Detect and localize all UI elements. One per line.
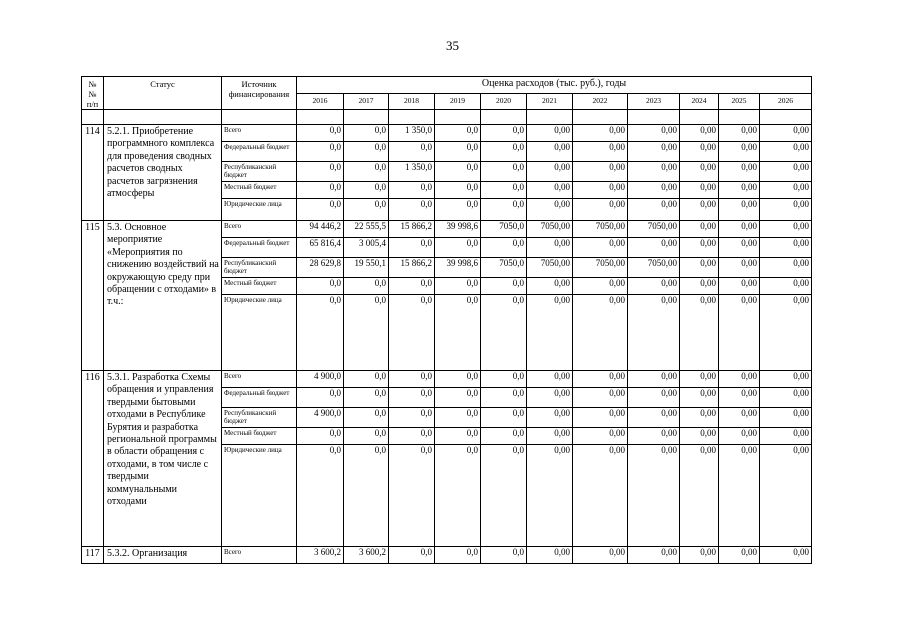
value-cell-2026: 0,00 <box>760 428 812 445</box>
value-cell-2016: 0,0 <box>297 295 344 371</box>
funding-source: Всего <box>222 547 297 564</box>
funding-source: Всего <box>222 125 297 142</box>
year-header-2018: 2018 <box>389 94 435 110</box>
value-cell-2024: 0,00 <box>680 258 719 278</box>
value-cell-2026: 0,00 <box>760 371 812 388</box>
year-header-2016: 2016 <box>297 94 344 110</box>
blank-cell <box>628 110 680 125</box>
value-cell-2023: 0,00 <box>628 182 680 199</box>
value-cell-2019: 0,0 <box>435 278 481 295</box>
value-cell-2021: 0,00 <box>527 162 573 182</box>
blank-cell <box>527 110 573 125</box>
value-cell-2021: 0,00 <box>527 278 573 295</box>
value-cell-2026: 0,00 <box>760 547 812 564</box>
page-number: 35 <box>446 38 459 53</box>
header-estimate: Оценка расходов (тыс. руб.), годы <box>297 77 812 94</box>
value-cell-2023: 0,00 <box>628 278 680 295</box>
year-header-2023: 2023 <box>628 94 680 110</box>
value-cell-2021: 0,00 <box>527 428 573 445</box>
value-cell-2023: 0,00 <box>628 445 680 547</box>
funding-source: Федеральный бюджет <box>222 238 297 258</box>
header-num: № № п/п <box>82 77 104 110</box>
value-cell-2026: 0,00 <box>760 388 812 408</box>
value-cell-2021: 0,00 <box>527 125 573 142</box>
value-cell-2022: 0,00 <box>573 278 628 295</box>
value-cell-2016: 4 900,0 <box>297 408 344 428</box>
value-cell-2025: 0,00 <box>719 547 760 564</box>
value-cell-2021: 0,00 <box>527 445 573 547</box>
value-cell-2019: 0,0 <box>435 445 481 547</box>
value-cell-2020: 0,0 <box>481 162 527 182</box>
value-cell-2016: 0,0 <box>297 199 344 221</box>
value-cell-2017: 0,0 <box>344 445 389 547</box>
value-cell-2023: 0,00 <box>628 547 680 564</box>
value-cell-2021: 0,00 <box>527 295 573 371</box>
value-cell-2024: 0,00 <box>680 278 719 295</box>
value-cell-2020: 0,0 <box>481 445 527 547</box>
value-cell-2019: 0,0 <box>435 199 481 221</box>
value-cell-2026: 0,00 <box>760 278 812 295</box>
value-cell-2026: 0,00 <box>760 125 812 142</box>
value-cell-2026: 0,00 <box>760 162 812 182</box>
year-header-2019: 2019 <box>435 94 481 110</box>
year-header-2026: 2026 <box>760 94 812 110</box>
value-cell-2024: 0,00 <box>680 199 719 221</box>
value-cell-2023: 0,00 <box>628 238 680 258</box>
value-cell-2023: 0,00 <box>628 142 680 162</box>
row-status: 5.3. Основное мероприятие «Мероприятия по снижению воздействий на окружающую среду при обращении с отходами» в т.ч.: <box>104 221 222 371</box>
value-cell-2026: 0,00 <box>760 445 812 547</box>
value-cell-2017: 0,0 <box>344 388 389 408</box>
value-cell-2016: 0,0 <box>297 125 344 142</box>
value-cell-2018: 1 350,0 <box>389 162 435 182</box>
value-cell-2016: 0,0 <box>297 162 344 182</box>
funding-source: Местный бюджет <box>222 278 297 295</box>
row-status: 5.3.2. Организация <box>104 547 222 564</box>
value-cell-2020: 0,0 <box>481 125 527 142</box>
value-cell-2023: 7050,00 <box>628 258 680 278</box>
value-cell-2016: 94 446,2 <box>297 221 344 238</box>
value-cell-2019: 0,0 <box>435 547 481 564</box>
value-cell-2016: 65 816,4 <box>297 238 344 258</box>
value-cell-2024: 0,00 <box>680 445 719 547</box>
value-cell-2025: 0,00 <box>719 142 760 162</box>
value-cell-2023: 0,00 <box>628 125 680 142</box>
value-cell-2025: 0,00 <box>719 371 760 388</box>
value-cell-2019: 39 998,6 <box>435 221 481 238</box>
value-cell-2017: 0,0 <box>344 371 389 388</box>
value-cell-2025: 0,00 <box>719 295 760 371</box>
value-cell-2022: 0,00 <box>573 445 628 547</box>
value-cell-2017: 0,0 <box>344 295 389 371</box>
value-cell-2022: 0,00 <box>573 125 628 142</box>
table-row <box>82 371 812 388</box>
value-cell-2025: 0,00 <box>719 278 760 295</box>
value-cell-2018: 0,0 <box>389 547 435 564</box>
value-cell-2020: 7050,0 <box>481 221 527 238</box>
value-cell-2019: 0,0 <box>435 162 481 182</box>
value-cell-2024: 0,00 <box>680 238 719 258</box>
value-cell-2022: 0,00 <box>573 162 628 182</box>
value-cell-2024: 0,00 <box>680 295 719 371</box>
value-cell-2016: 28 629,8 <box>297 258 344 278</box>
value-cell-2018: 1 350,0 <box>389 125 435 142</box>
value-cell-2018: 15 866,2 <box>389 221 435 238</box>
funding-source: Юридические лица <box>222 199 297 221</box>
value-cell-2016: 0,0 <box>297 278 344 295</box>
value-cell-2017: 19 550,1 <box>344 258 389 278</box>
value-cell-2021: 7050,00 <box>527 221 573 238</box>
value-cell-2021: 7050,00 <box>527 258 573 278</box>
value-cell-2026: 0,00 <box>760 221 812 238</box>
value-cell-2022: 0,00 <box>573 142 628 162</box>
value-cell-2023: 0,00 <box>628 428 680 445</box>
value-cell-2022: 0,00 <box>573 199 628 221</box>
value-cell-2019: 0,0 <box>435 388 481 408</box>
value-cell-2018: 0,0 <box>389 428 435 445</box>
blank-cell <box>481 110 527 125</box>
value-cell-2023: 0,00 <box>628 162 680 182</box>
value-cell-2019: 39 998,6 <box>435 258 481 278</box>
value-cell-2026: 0,00 <box>760 238 812 258</box>
year-header-2024: 2024 <box>680 94 719 110</box>
blank-cell <box>389 110 435 125</box>
value-cell-2025: 0,00 <box>719 238 760 258</box>
value-cell-2018: 0,0 <box>389 295 435 371</box>
value-cell-2024: 0,00 <box>680 125 719 142</box>
year-header-2025: 2025 <box>719 94 760 110</box>
blank-cell <box>344 110 389 125</box>
value-cell-2019: 0,0 <box>435 182 481 199</box>
value-cell-2026: 0,00 <box>760 295 812 371</box>
header-status: Статус <box>104 77 222 110</box>
value-cell-2017: 0,0 <box>344 199 389 221</box>
value-cell-2025: 0,00 <box>719 445 760 547</box>
value-cell-2019: 0,0 <box>435 295 481 371</box>
value-cell-2018: 0,0 <box>389 199 435 221</box>
value-cell-2022: 0,00 <box>573 428 628 445</box>
value-cell-2017: 22 555,5 <box>344 221 389 238</box>
blank-cell <box>719 110 760 125</box>
value-cell-2024: 0,00 <box>680 428 719 445</box>
value-cell-2025: 0,00 <box>719 162 760 182</box>
value-cell-2022: 0,00 <box>573 388 628 408</box>
value-cell-2018: 0,0 <box>389 142 435 162</box>
value-cell-2022: 0,00 <box>573 408 628 428</box>
value-cell-2020: 7050,0 <box>481 258 527 278</box>
value-cell-2026: 0,00 <box>760 258 812 278</box>
value-cell-2022: 7050,00 <box>573 221 628 238</box>
value-cell-2020: 0,0 <box>481 547 527 564</box>
value-cell-2020: 0,0 <box>481 278 527 295</box>
value-cell-2024: 0,00 <box>680 162 719 182</box>
value-cell-2020: 0,0 <box>481 408 527 428</box>
blank-cell <box>104 110 222 125</box>
value-cell-2025: 0,00 <box>719 408 760 428</box>
value-cell-2024: 0,00 <box>680 182 719 199</box>
value-cell-2024: 0,00 <box>680 371 719 388</box>
funding-source: Всего <box>222 371 297 388</box>
row-number: 115 <box>82 221 104 371</box>
header-source: Источник финансирования <box>222 77 297 110</box>
value-cell-2017: 0,0 <box>344 182 389 199</box>
blank-cell <box>222 110 297 125</box>
value-cell-2022: 7050,00 <box>573 258 628 278</box>
value-cell-2025: 0,00 <box>719 388 760 408</box>
value-cell-2026: 0,00 <box>760 199 812 221</box>
value-cell-2023: 0,00 <box>628 371 680 388</box>
row-number: 117 <box>82 547 104 564</box>
table-row <box>82 547 812 564</box>
value-cell-2023: 0,00 <box>628 199 680 221</box>
table-row <box>82 221 812 238</box>
value-cell-2021: 0,00 <box>527 547 573 564</box>
row-number: 114 <box>82 125 104 221</box>
value-cell-2020: 0,0 <box>481 388 527 408</box>
value-cell-2020: 0,0 <box>481 295 527 371</box>
value-cell-2024: 0,00 <box>680 388 719 408</box>
value-cell-2018: 0,0 <box>389 388 435 408</box>
value-cell-2025: 0,00 <box>719 258 760 278</box>
blank-cell <box>680 110 719 125</box>
year-header-2017: 2017 <box>344 94 389 110</box>
value-cell-2025: 0,00 <box>719 125 760 142</box>
value-cell-2020: 0,0 <box>481 371 527 388</box>
value-cell-2016: 0,0 <box>297 182 344 199</box>
value-cell-2024: 0,00 <box>680 142 719 162</box>
value-cell-2018: 0,0 <box>389 278 435 295</box>
value-cell-2020: 0,0 <box>481 428 527 445</box>
value-cell-2019: 0,0 <box>435 142 481 162</box>
value-cell-2016: 4 900,0 <box>297 371 344 388</box>
value-cell-2026: 0,00 <box>760 182 812 199</box>
value-cell-2023: 0,00 <box>628 408 680 428</box>
value-cell-2018: 0,0 <box>389 371 435 388</box>
value-cell-2022: 0,00 <box>573 295 628 371</box>
value-cell-2024: 0,00 <box>680 221 719 238</box>
value-cell-2017: 0,0 <box>344 162 389 182</box>
funding-source: Республиканский бюджет <box>222 258 297 278</box>
value-cell-2016: 0,0 <box>297 428 344 445</box>
value-cell-2019: 0,0 <box>435 428 481 445</box>
value-cell-2020: 0,0 <box>481 142 527 162</box>
value-cell-2017: 0,0 <box>344 278 389 295</box>
value-cell-2023: 0,00 <box>628 388 680 408</box>
table-row <box>82 125 812 142</box>
value-cell-2021: 0,00 <box>527 238 573 258</box>
value-cell-2022: 0,00 <box>573 182 628 199</box>
row-status: 5.2.1. Приобретение программного комплекса для проведения сводных расчетов сводных расчетов загрязнения атмосферы <box>104 125 222 221</box>
value-cell-2021: 0,00 <box>527 388 573 408</box>
blank-cell <box>573 110 628 125</box>
value-cell-2016: 0,0 <box>297 388 344 408</box>
value-cell-2019: 0,0 <box>435 125 481 142</box>
funding-source: Федеральный бюджет <box>222 388 297 408</box>
funding-source: Местный бюджет <box>222 182 297 199</box>
value-cell-2019: 0,0 <box>435 408 481 428</box>
value-cell-2016: 0,0 <box>297 142 344 162</box>
blank-cell <box>82 110 104 125</box>
value-cell-2017: 3 600,2 <box>344 547 389 564</box>
value-cell-2017: 0,0 <box>344 408 389 428</box>
value-cell-2023: 0,00 <box>628 295 680 371</box>
blank-cell <box>297 110 344 125</box>
value-cell-2018: 0,0 <box>389 182 435 199</box>
funding-source: Юридические лица <box>222 295 297 371</box>
funding-source: Местный бюджет <box>222 428 297 445</box>
funding-source: Всего <box>222 221 297 238</box>
value-cell-2017: 3 005,4 <box>344 238 389 258</box>
value-cell-2018: 15 866,2 <box>389 258 435 278</box>
value-cell-2021: 0,00 <box>527 142 573 162</box>
value-cell-2020: 0,0 <box>481 182 527 199</box>
value-cell-2019: 0,0 <box>435 238 481 258</box>
blank-cell <box>760 110 812 125</box>
year-header-2020: 2020 <box>481 94 527 110</box>
year-header-2021: 2021 <box>527 94 573 110</box>
value-cell-2017: 0,0 <box>344 142 389 162</box>
funding-source: Юридические лица <box>222 445 297 547</box>
value-cell-2021: 0,00 <box>527 199 573 221</box>
value-cell-2022: 0,00 <box>573 371 628 388</box>
value-cell-2018: 0,0 <box>389 238 435 258</box>
value-cell-2021: 0,00 <box>527 371 573 388</box>
value-cell-2021: 0,00 <box>527 408 573 428</box>
value-cell-2016: 3 600,2 <box>297 547 344 564</box>
blank-cell <box>435 110 481 125</box>
value-cell-2024: 0,00 <box>680 547 719 564</box>
value-cell-2018: 0,0 <box>389 445 435 547</box>
value-cell-2025: 0,00 <box>719 428 760 445</box>
budget-table <box>81 76 812 564</box>
value-cell-2021: 0,00 <box>527 182 573 199</box>
value-cell-2025: 0,00 <box>719 221 760 238</box>
value-cell-2022: 0,00 <box>573 547 628 564</box>
value-cell-2017: 0,0 <box>344 428 389 445</box>
funding-source: Республиканский бюджет <box>222 408 297 428</box>
value-cell-2024: 0,00 <box>680 408 719 428</box>
value-cell-2020: 0,0 <box>481 199 527 221</box>
value-cell-2026: 0,00 <box>760 142 812 162</box>
value-cell-2022: 0,00 <box>573 238 628 258</box>
value-cell-2016: 0,0 <box>297 445 344 547</box>
year-header-2022: 2022 <box>573 94 628 110</box>
row-status: 5.3.1. Разработка Схемы обращения и управления твердыми бытовыми отходами в Республике Бурятия и разработка региональной программы в области обращения с отходами, в том числе с твердыми коммунальными отходами <box>104 371 222 547</box>
value-cell-2026: 0,00 <box>760 408 812 428</box>
funding-source: Республиканский бюджет <box>222 162 297 182</box>
value-cell-2017: 0,0 <box>344 125 389 142</box>
row-number: 116 <box>82 371 104 547</box>
value-cell-2020: 0,0 <box>481 238 527 258</box>
value-cell-2025: 0,00 <box>719 182 760 199</box>
value-cell-2019: 0,0 <box>435 371 481 388</box>
funding-source: Федеральный бюджет <box>222 142 297 162</box>
value-cell-2025: 0,00 <box>719 199 760 221</box>
value-cell-2023: 7050,00 <box>628 221 680 238</box>
value-cell-2018: 0,0 <box>389 408 435 428</box>
